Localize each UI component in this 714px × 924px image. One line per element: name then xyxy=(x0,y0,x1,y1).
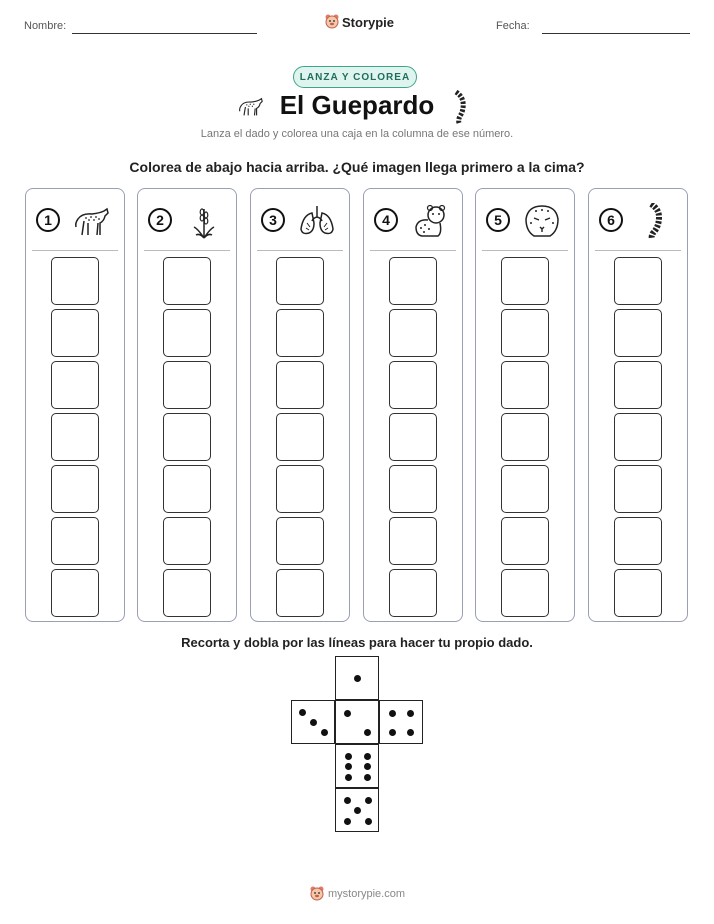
dice-pip xyxy=(299,709,306,716)
dice-pip xyxy=(344,710,351,717)
color-box[interactable] xyxy=(163,413,211,461)
cut-instruction: Recorta y dobla por las líneas para hacer tu propio dado. xyxy=(181,635,533,650)
dice-pip xyxy=(310,719,317,726)
lungs-icon xyxy=(297,203,337,239)
dice-pip xyxy=(345,763,352,770)
dice-pip xyxy=(344,797,351,804)
footer xyxy=(310,886,405,902)
race-columns xyxy=(25,188,689,624)
grass-icon xyxy=(184,203,224,239)
dice-pip xyxy=(344,818,351,825)
color-box[interactable] xyxy=(614,465,662,513)
color-box[interactable] xyxy=(276,569,324,617)
color-box[interactable] xyxy=(501,517,549,565)
color-box[interactable] xyxy=(614,569,662,617)
spine-icon xyxy=(635,203,675,239)
column-1 xyxy=(25,188,125,622)
color-box[interactable] xyxy=(501,569,549,617)
column-number: 5 xyxy=(486,208,510,232)
activity-badge: LANZA Y COLOREA xyxy=(293,66,417,88)
color-box[interactable] xyxy=(51,517,99,565)
color-box[interactable] xyxy=(51,413,99,461)
dice-face-2 xyxy=(335,700,379,744)
color-box[interactable] xyxy=(51,361,99,409)
column-2 xyxy=(137,188,237,622)
column-number: 6 xyxy=(599,208,623,232)
color-box[interactable] xyxy=(389,413,437,461)
footer-url: mystorypie.com xyxy=(328,888,406,900)
color-box[interactable] xyxy=(276,465,324,513)
dice-pip xyxy=(389,710,396,717)
color-box[interactable] xyxy=(163,361,211,409)
page-title: El Guepardo xyxy=(279,90,435,120)
color-box[interactable] xyxy=(389,465,437,513)
color-box[interactable] xyxy=(501,465,549,513)
subtitle: Lanza el dado y colorea una caja en la columna de ese número. xyxy=(200,128,514,140)
dice-pip xyxy=(407,710,414,717)
dice-pip xyxy=(321,729,328,736)
color-box[interactable] xyxy=(276,257,324,305)
color-box[interactable] xyxy=(501,309,549,357)
spine-icon xyxy=(452,90,470,124)
column-number: 3 xyxy=(261,208,285,232)
color-box[interactable] xyxy=(163,309,211,357)
color-box[interactable] xyxy=(389,569,437,617)
cheetah-face-icon xyxy=(522,203,562,239)
dice-pip xyxy=(354,807,361,814)
column-4 xyxy=(363,188,463,622)
color-box[interactable] xyxy=(614,309,662,357)
dice-pip xyxy=(364,763,371,770)
dice-face-1 xyxy=(335,656,379,700)
dice-face-6 xyxy=(335,744,379,788)
color-box[interactable] xyxy=(51,309,99,357)
column-number: 1 xyxy=(36,208,60,232)
color-box[interactable] xyxy=(614,517,662,565)
color-box[interactable] xyxy=(389,517,437,565)
dice-pip xyxy=(389,729,396,736)
date-line xyxy=(542,33,690,34)
color-box[interactable] xyxy=(276,309,324,357)
cheetah-icon xyxy=(72,203,112,239)
column-3 xyxy=(250,188,350,622)
dice-face-3 xyxy=(291,700,335,744)
color-box[interactable] xyxy=(389,309,437,357)
color-box[interactable] xyxy=(501,257,549,305)
dice-pip xyxy=(364,753,371,760)
date-label: Fecha: xyxy=(496,20,530,32)
color-box[interactable] xyxy=(614,413,662,461)
color-box[interactable] xyxy=(389,257,437,305)
color-box[interactable] xyxy=(163,569,211,617)
color-box[interactable] xyxy=(51,465,99,513)
color-box[interactable] xyxy=(51,569,99,617)
color-box[interactable] xyxy=(163,465,211,513)
dice-pip xyxy=(365,797,372,804)
brand-name: Storypie xyxy=(342,14,395,30)
column-number: 2 xyxy=(148,208,172,232)
color-box[interactable] xyxy=(276,517,324,565)
cheetah-cub-icon xyxy=(410,203,450,239)
color-box[interactable] xyxy=(276,413,324,461)
dice-pip xyxy=(365,818,372,825)
color-box[interactable] xyxy=(389,361,437,409)
color-box[interactable] xyxy=(614,361,662,409)
bear-logo-icon xyxy=(325,14,339,30)
dice-pip xyxy=(364,729,371,736)
color-box[interactable] xyxy=(501,361,549,409)
dice-pip xyxy=(354,675,361,682)
color-box[interactable] xyxy=(51,257,99,305)
coloring-instruction: Colorea de abajo hacia arriba. ¿Qué imagen llega primero a la cima? xyxy=(129,159,585,175)
name-label: Nombre: xyxy=(24,20,67,32)
brand-logo xyxy=(325,14,394,30)
dice-pip xyxy=(345,753,352,760)
name-line xyxy=(72,33,257,34)
color-box[interactable] xyxy=(163,517,211,565)
column-6 xyxy=(588,188,688,622)
dice-pip xyxy=(364,774,371,781)
color-box[interactable] xyxy=(163,257,211,305)
bear-logo-icon xyxy=(310,886,324,902)
column-number: 4 xyxy=(374,208,398,232)
color-box[interactable] xyxy=(276,361,324,409)
column-5 xyxy=(475,188,575,622)
dice-face-4 xyxy=(379,700,423,744)
dice-pip xyxy=(407,729,414,736)
color-box[interactable] xyxy=(614,257,662,305)
dice-face-5 xyxy=(335,788,379,832)
color-box[interactable] xyxy=(501,413,549,461)
dice-pip xyxy=(345,774,352,781)
